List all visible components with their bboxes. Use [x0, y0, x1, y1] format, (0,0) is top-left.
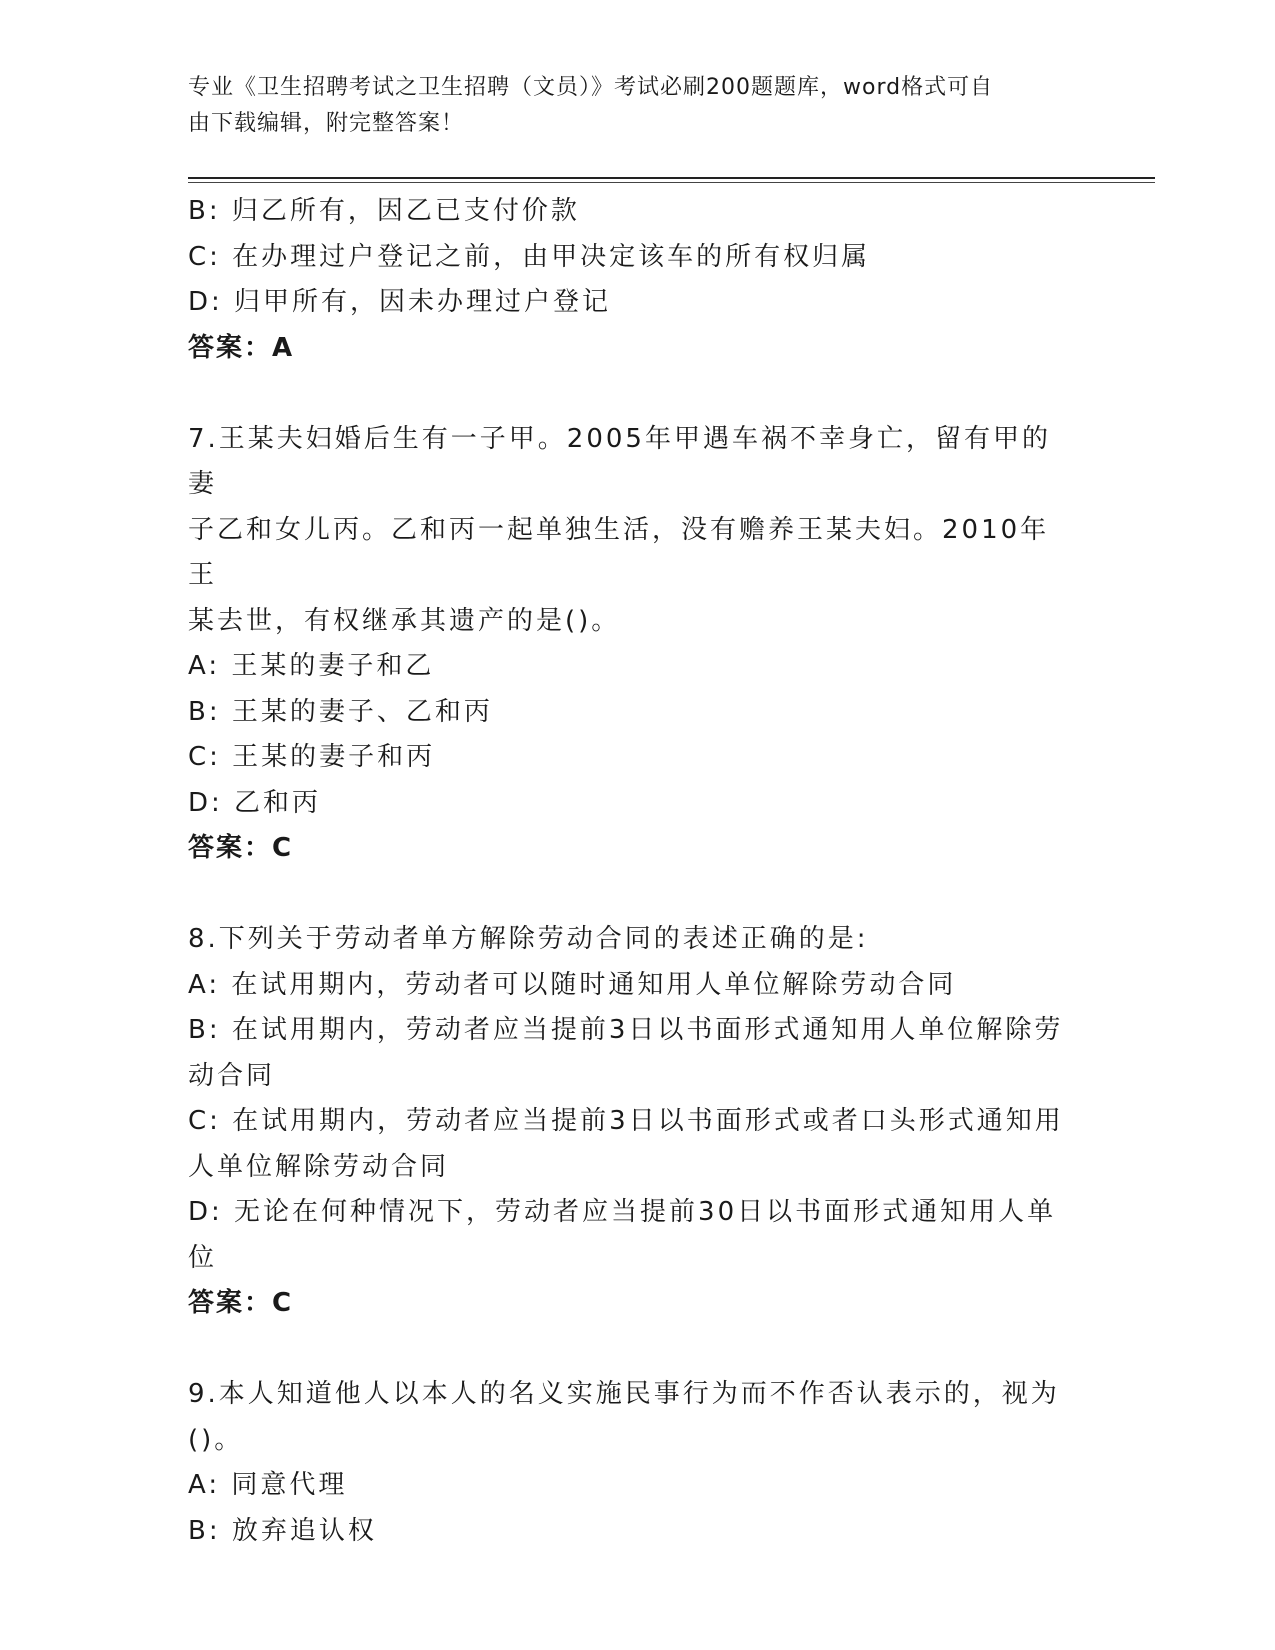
text-line: D: 无论在何种情况下，劳动者应当提前30日以书面形式通知用人单 — [188, 1197, 1057, 1227]
text-line: B: 放弃追认权 — [188, 1515, 377, 1546]
text-line: A: 王某的妻子和乙 — [188, 651, 435, 681]
text-line: B: 归乙所有，因乙已支付价款 — [188, 196, 580, 226]
answer-line: 答案：A — [188, 332, 295, 363]
text-line: 7.王某夫妇婚后生有一子甲。2005年甲遇车祸不幸身亡，留有甲的妻 — [188, 423, 1051, 499]
document-header — [188, 70, 1078, 142]
text-line: B: 王某的妻子、乙和丙 — [188, 696, 493, 727]
text-line: B: 在试用期内，劳动者应当提前3日以书面形式通知用人单位解除劳 — [188, 1015, 1064, 1045]
header-divider-thin — [188, 182, 1155, 183]
text-line: A: 同意代理 — [188, 1470, 348, 1500]
question-spacer — [188, 1327, 1078, 1373]
answer-line: 答案：C — [188, 1288, 294, 1318]
question-content — [188, 189, 1078, 1554]
text-line: 人单位解除劳动合同 — [188, 1151, 450, 1182]
text-line: 子乙和女儿丙。乙和丙一起单独生活，没有赡养王某夫妇。2010年王 — [188, 514, 1050, 590]
text-line: A: 在试用期内，劳动者可以随时通知用人单位解除劳动合同 — [188, 969, 957, 1000]
text-line: C: 在试用期内，劳动者应当提前3日以书面形式或者口头形式通知用 — [188, 1106, 1064, 1136]
text-line: 动合同 — [188, 1060, 276, 1091]
header-line-1: 专业《卫生招聘考试之卫生招聘（文员）》考试必刷200题题库，word格式可自 — [188, 75, 994, 100]
text-line: 某去世，有权继承其遗产的是()。 — [188, 605, 621, 636]
text-line: 9.本人知道他人以本人的名义实施民事行为而不作否认表示的，视为 — [188, 1379, 1060, 1409]
text-line: D: 归甲所有，因未办理过户登记 — [188, 287, 612, 317]
text-line: ()。 — [188, 1424, 244, 1455]
text-line: C: 在办理过户登记之前，由甲决定该车的所有权归属 — [188, 241, 871, 272]
question-spacer — [188, 872, 1078, 918]
question-spacer — [188, 371, 1078, 417]
answer-line: 答案：C — [188, 833, 294, 863]
header-divider-thick — [188, 177, 1155, 179]
header-line-2: 由下载编辑，附完整答案！ — [188, 111, 465, 136]
text-line: 8.下列关于劳动者单方解除劳动合同的表述正确的是: — [188, 924, 869, 954]
text-line: 位 — [188, 1242, 218, 1273]
text-line: C: 王某的妻子和丙 — [188, 742, 436, 772]
text-line: D: 乙和丙 — [188, 787, 322, 818]
